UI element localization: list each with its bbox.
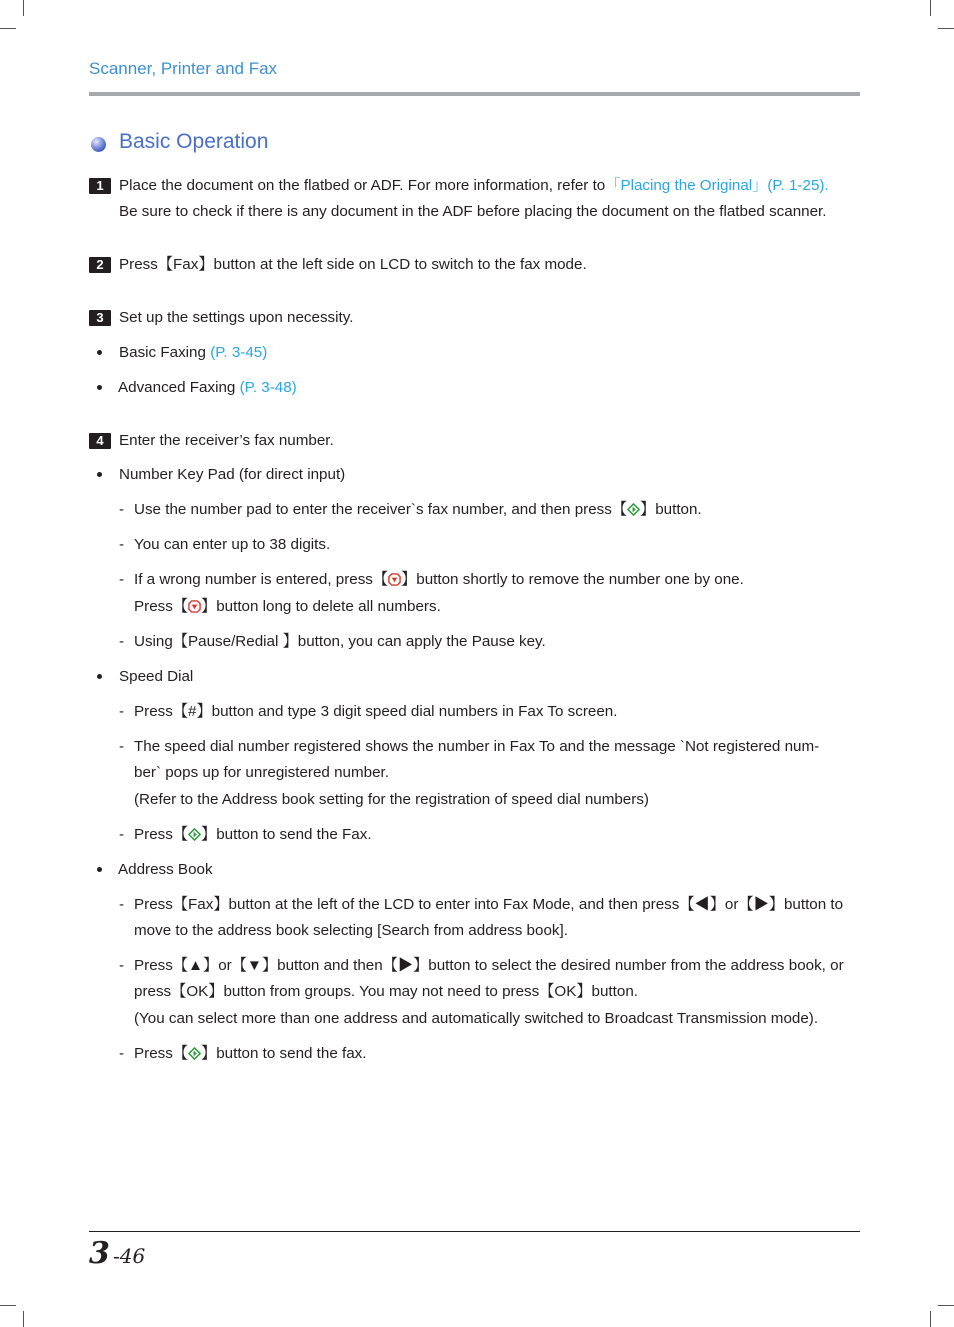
speed-detail-2-note: (Refer to the Address book setting for the registration of speed dial numbers)	[134, 791, 649, 808]
crop-mark	[938, 1305, 954, 1306]
crop-mark	[938, 28, 954, 29]
dash: -	[119, 536, 125, 553]
dash: -	[119, 703, 125, 720]
keypad-detail-3-cont	[134, 597, 441, 617]
speed-detail-3-a: Press【	[134, 826, 189, 843]
dash: -	[119, 633, 125, 650]
page-number: -46	[113, 1244, 146, 1268]
start-key-icon	[188, 1047, 201, 1060]
list-item-advanced-faxing	[118, 378, 297, 398]
address-detail-1-cont: move to the address book selecting [Search from address book].	[134, 922, 568, 939]
stop-key-icon	[188, 600, 201, 613]
start-key-icon	[188, 828, 201, 841]
keypad-detail-4: Using【Pause/Redial 】button, you can apply the Pause key.	[134, 633, 546, 650]
speed-detail-3	[134, 825, 372, 845]
header-rule	[89, 92, 860, 96]
step-3-text: Set up the settings upon necessity.	[119, 309, 354, 326]
dash: -	[119, 1045, 125, 1062]
address-detail-2: Press【▲】or【▼】button and then【▶】button to select the desired number from the address book, or	[134, 957, 844, 974]
placing-original-link[interactable]: 「Placing the Original」(P. 1-25).	[605, 177, 829, 194]
advanced-faxing-link[interactable]: (P. 3-48)	[239, 379, 297, 396]
bullet	[97, 385, 102, 390]
keypad-detail-1-a: Use the number pad to enter the receiver`s fax number, and then press【	[134, 501, 628, 518]
dash: -	[119, 957, 125, 974]
step-4-text: Enter the receiver’s fax number.	[119, 432, 334, 449]
step-1-note: Be sure to check if there is any document in the ADF before placing the document on the flatbed scanner.	[119, 203, 827, 220]
advanced-faxing-label: Advanced Faxing	[118, 379, 236, 396]
address-detail-2-note: (You can select more than one address and automatically switched to Broadcast Transmission mode).	[134, 1010, 819, 1027]
keypad-detail-3-b: 】button shortly to remove the number one by one.	[401, 571, 744, 588]
footer-rule	[89, 1231, 860, 1232]
address-book-title: Address Book	[118, 861, 213, 878]
step-2-text: Press【Fax】button at the left side on LCD to switch to the fax mode.	[119, 256, 587, 273]
bullet	[97, 867, 102, 872]
bullet	[97, 674, 102, 679]
dash: -	[119, 826, 125, 843]
sphere-icon	[91, 137, 106, 152]
address-detail-3-b: 】button to send the fax.	[201, 1045, 367, 1062]
crop-mark	[0, 28, 16, 29]
keypad-detail-3	[134, 570, 744, 590]
speed-dial-title: Speed Dial	[119, 668, 194, 685]
step-1-text-a: Place the document on the flatbed or ADF. For more information, refer to	[119, 177, 606, 194]
speed-detail-1: Press【#】button and type 3 digit speed dial numbers in Fax To screen.	[134, 703, 618, 720]
dash: -	[119, 571, 125, 588]
address-detail-3-a: Press【	[134, 1045, 189, 1062]
step-number-3: 3	[89, 310, 111, 326]
crop-mark	[23, 0, 24, 16]
speed-detail-3-b: 】button to send the Fax.	[201, 826, 372, 843]
dash: -	[119, 501, 125, 518]
keypad-detail-2: You can enter up to 38 digits.	[134, 536, 331, 553]
address-detail-1: Press【Fax】button at the left of the LCD to enter into Fax Mode, and then press【◀】or【▶】button to	[134, 896, 844, 913]
speed-detail-2: The speed dial number registered shows the number in Fax To and the message `Not registered num-	[134, 738, 820, 755]
basic-faxing-link[interactable]: (P. 3-45)	[210, 344, 268, 361]
step-number-2: 2	[89, 257, 111, 273]
crop-mark	[930, 1311, 931, 1327]
step-1-text	[119, 176, 829, 196]
keypad-detail-1	[134, 500, 702, 520]
keypad-detail-3-d: 】button long to delete all numbers.	[201, 598, 441, 615]
crop-mark	[23, 1311, 24, 1327]
running-header: Scanner, Printer and Fax	[89, 59, 278, 78]
keypad-detail-3-a: If a wrong number is entered, press【	[134, 571, 389, 588]
bullet	[97, 350, 102, 355]
list-item-basic-faxing	[119, 343, 267, 363]
keypad-detail-3-c: Press【	[134, 598, 189, 615]
step-number-4: 4	[89, 433, 111, 449]
bullet	[97, 472, 102, 477]
speed-detail-2-cont: ber` pops up for unregistered number.	[134, 764, 389, 781]
keypad-title: Number Key Pad (for direct input)	[119, 466, 346, 483]
keypad-detail-1-b: 】button.	[640, 501, 702, 518]
address-detail-3	[134, 1044, 367, 1064]
section-title: Basic Operation	[119, 130, 269, 153]
basic-faxing-label: Basic Faxing	[119, 344, 206, 361]
crop-mark	[930, 0, 931, 16]
dash: -	[119, 896, 125, 913]
start-key-icon	[627, 503, 640, 516]
dash: -	[119, 738, 125, 755]
crop-mark	[0, 1305, 16, 1306]
address-detail-2-cont: press【OK】button from groups. You may not need to press【OK】button.	[134, 983, 638, 1000]
chapter-number: 3	[89, 1236, 110, 1271]
step-number-1: 1	[89, 178, 111, 194]
stop-key-icon	[388, 573, 401, 586]
